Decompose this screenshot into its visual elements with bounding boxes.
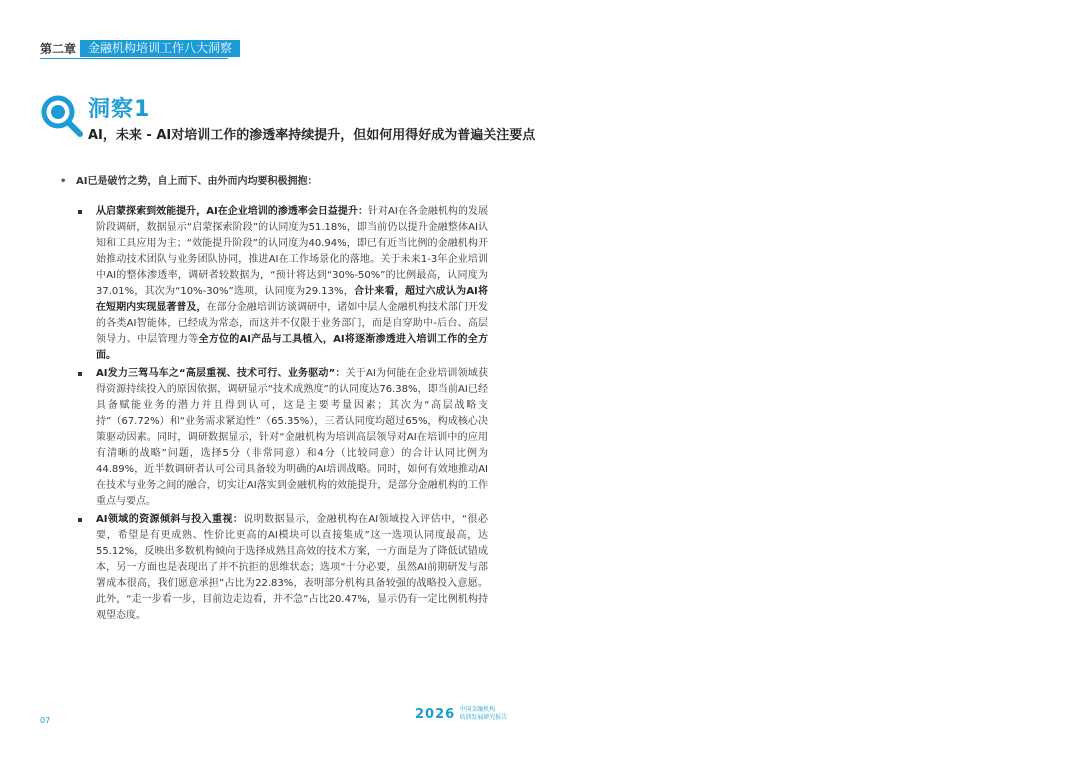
item-text: 针对AI在各金融机构的发展阶段调研，数据显示“启蒙探索阶段”的认同度为51.18%，即当前仍以提升金融整体AI认知和工具应用为主；“效能提升阶段”的认同度为40.94%，即已有近当比例的金融机构开始推动技术团队与业务团队协同，推进AI在工作场景化的落地。关于未来1-3年企业培训中AI的整体渗透率，调研者较数据为，“预计将达到“30%-50%”的比例最高，认同度为37.01%，其次为“10%-30%”选项，认同度为29.13%， (96, 206, 488, 297)
insight-item-1 (78, 204, 488, 364)
report-name-line2: 培训发展研究报告 (459, 714, 508, 721)
item-heading: 从启蒙探索到效能提升，AI在企业培训的渗透率会日益提升： (96, 206, 368, 217)
lead-text: AI已是破竹之势，自上而下、由外而内均要积极拥抱： (76, 176, 318, 187)
header-divider (40, 58, 228, 59)
item-text: 说明数据显示，金融机构在AI领域投入评估中，“很必要，希望是有更成熟、性价比更高的AI模块可以直接集成”这一选项认同度最高，达55.12%，反映出多数机构倾向于选择成熟且高效的技术方案，一方面是为了降低试错成本，另一方面也是表现出了并不抗拒的思维状态；选项“十分必要，虽然AI前期研发与部署成本很高，我们愿意承担”占比为22.83%，表明部分机构具备较强的战略投入意愿。此外，“走一步看一步，目前边走边看，并不急”占比20.47%，显示仍有一定比例机构持观望态度。 (96, 514, 488, 621)
chapter-banner: 金融机构培训工作八大洞察 (80, 40, 240, 57)
magnifier-icon (40, 94, 84, 138)
item-text: 在部分金融培训访谈调研中，诸如中层人金融机构技术部门开发的各类AI智能体，已经成为常态，而这并不仅限于业务部门，而是自穿助中-后台、高层领导力、中层管理力等 (96, 302, 489, 345)
item-paragraph (96, 512, 488, 624)
item-heading: AI领域的资源倾斜与投入重视： (96, 514, 244, 525)
report-name-line1: 中国金融机构 (459, 706, 496, 713)
item-paragraph (96, 204, 488, 364)
square-bullet-icon (78, 210, 82, 214)
report-year: 2026 (415, 706, 456, 722)
lead-bullet (60, 172, 317, 187)
report-logo (415, 706, 507, 722)
insight-item-2 (78, 366, 488, 510)
item-paragraph (96, 366, 488, 510)
insight-subtitle: AI，未来 - AI对培训工作的渗透率持续提升，但如何用得好成为普遍关注要点 (88, 128, 536, 143)
page-number: 07 (40, 716, 51, 725)
item-heading: AI发力三驾马车之“高层重视、技术可行、业务驱动”： (96, 368, 346, 379)
insight-item-3 (78, 512, 488, 624)
bullet-dot: • (60, 176, 67, 187)
insight-title: 洞察1 (88, 97, 151, 122)
square-bullet-icon (78, 372, 82, 376)
item-emphasis: 全方位的AI产品与工具植入，AI将逐渐渗透进入培训工作的全方面。 (96, 334, 489, 361)
chapter-label: 第二章 (40, 42, 77, 56)
item-emphasis: 合计来看，超过六成认为AI将在短期内实现显著普及， (96, 286, 488, 313)
square-bullet-icon (78, 518, 82, 522)
chapter-header (40, 40, 240, 57)
item-text: 关于AI为何能在企业培训领域获得资源持续投入的原因依据，调研显示“技术成熟度”的认同度达76.38%，即当前AI已经具备赋能业务的潜力并且得到认可，这是主要考量因素；其次为“高层战略支持”（67.72%）和“业务需求紧迫性”（65.35%），三者认同度均超过65%，构成核心决策驱动因素。同时，调研数据显示，针对“金融机构为培训高层领导对AI在培训中的应用有清晰的战略”问题，选择5分（非常同意）和4分（比较同意）的合计认同比例为44.89%，近半数调研者认可公司具备较为明确的AI培训战略。同时，如何有效地推动AI在技术与业务之间的融合，切实让AI落实到金融机构的效能提升，是部分金融机构的工作重点与要点。 (96, 368, 488, 507)
